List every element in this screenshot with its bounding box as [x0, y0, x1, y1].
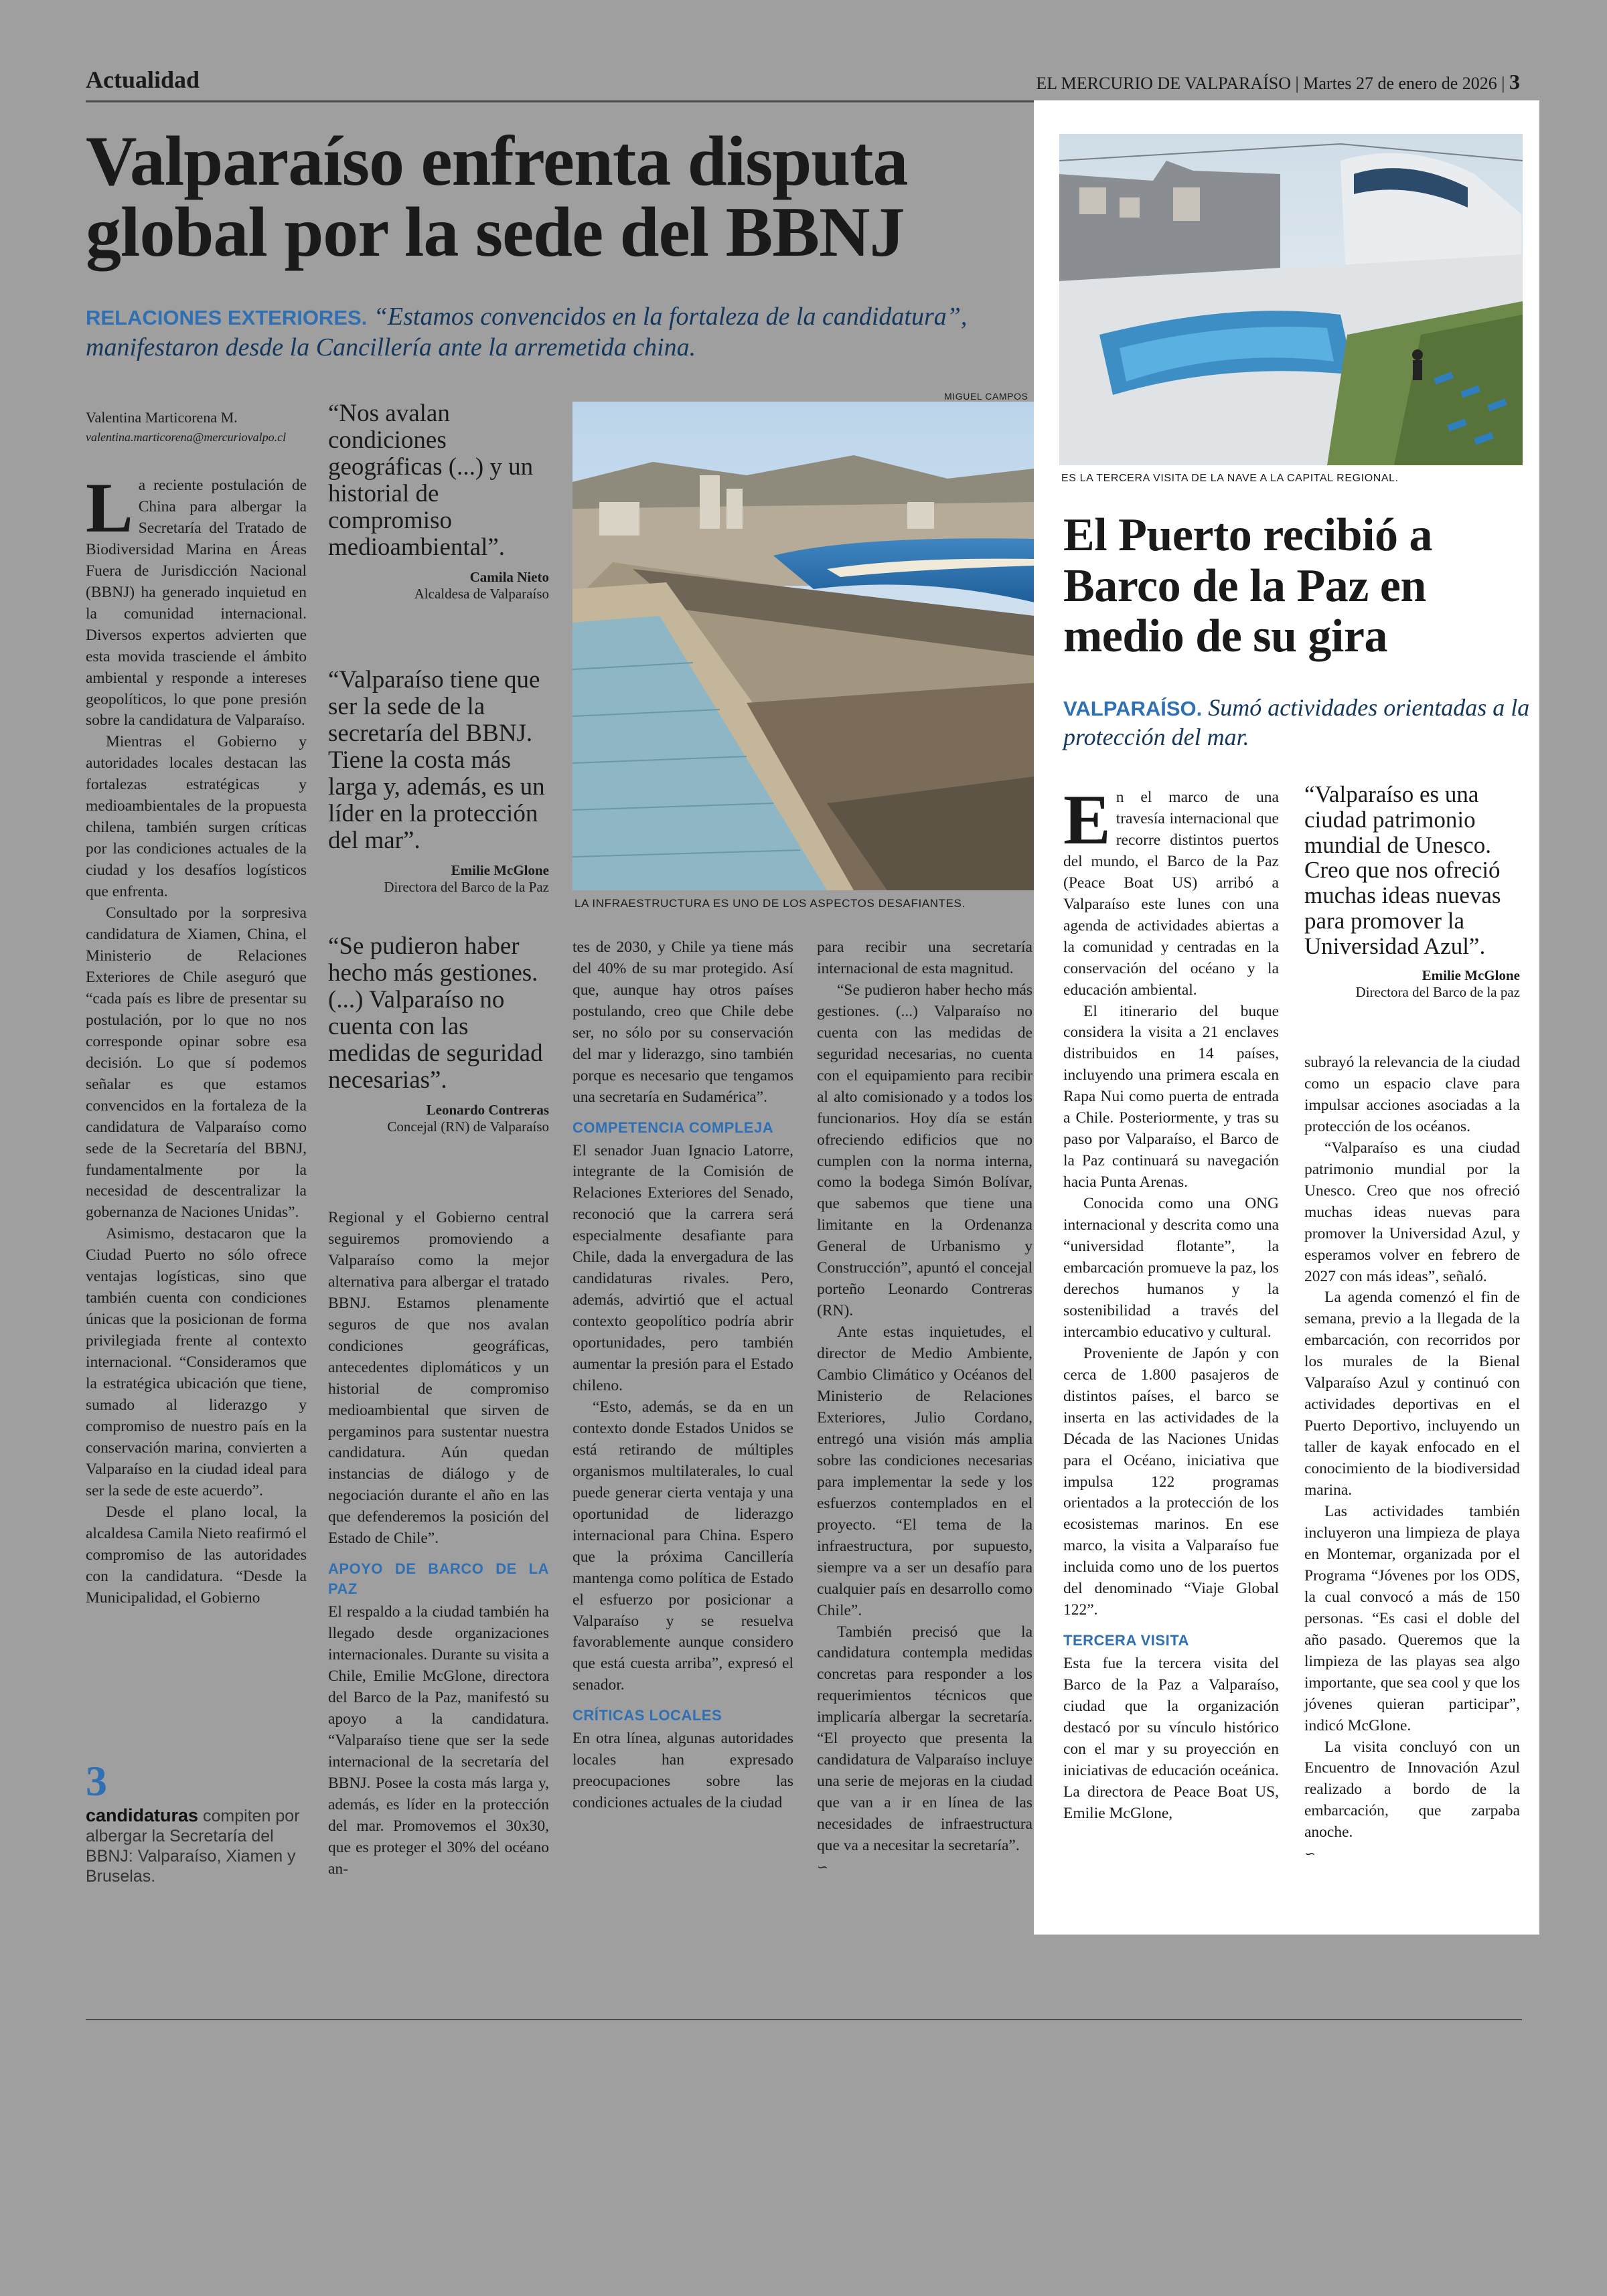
paragraph: El itinerario del buque considera la visita a 21 enclaves distribuidos en 14 países, incluyendo una primera escala en Rapa Nui como puerta de entrada a Chile. Posteriormente, y tras su paso por Valparaíso, el Barco de la Paz continuará su navegación hacia Punta Arenas.: [1063, 1002, 1279, 1192]
paragraph: “Valparaíso es una ciudad patrimonio mundial por la Unesco. Creo que nos ofreció muchas ideas nuevas para promover la Universidad Azul, y esperamos volver en febrero de 2027 con más ideas”, señaló.: [1304, 1139, 1520, 1285]
paragraph: Proveniente de Japón y con cerca de 1.800 pasajeros de distintos países, el barco se inserta en las actividades de la Década de las Naciones Unidas para el Océano, iniciativa que impulsa 122 programas orientados a la protección de los ecosistemas marinos. En ese marco, la visita a Valparaíso fue incluida como uno de los puertos del denominado “Viaje Global 122”.: [1063, 1344, 1279, 1619]
quote-name: Emilie McGlone: [1422, 967, 1520, 983]
main-deck: [86, 301, 1037, 363]
page-number: 3: [1509, 70, 1520, 94]
main-deck-text: “Estamos convencidos en la fortaleza de la candidatura”, manifestaron desde la Cancillería ante la arremetida china.: [86, 303, 968, 362]
paragraph: “Se pudieron haber hecho más gestiones. (...) Valparaíso no cuenta con las medidas de seguridad necesarias, no cuenta con el equipamiento para recibir al alto comisionado y a todos los funcionarios. Hoy día se están ofreciendo edificios que no cumplen con la norma interna, como la bodega Simón Bolívar, que sabemos que tiene una limitante en la Ordenanza General de Urbanismo y Construcción”, apuntó el concejal porteño Leonardo Contreras (RN).: [817, 981, 1032, 1320]
paragraph: subrayó la relevancia de la ciudad como un espacio clave para impulsar acciones asociadas a la protección de los océanos.: [1304, 1054, 1520, 1135]
sidebar-headline: El Puerto recibió a Barco de la Paz en medio de su gira: [1063, 509, 1433, 663]
fact-bold: candidaturas: [86, 1805, 199, 1825]
quote-text: “Valparaíso tiene que ser la sede de la secretaría del BBNJ. Tiene la costa más larga y, además, es un líder en la protección del mar”.: [328, 666, 545, 854]
sidebar-column-2: [1304, 1052, 1520, 1865]
main-column-2: [328, 1208, 549, 1880]
sidebar-deck: [1063, 693, 1532, 752]
quote-text: “Valparaíso es una ciudad patrimonio mundial de Unesco. Creo que nos ofreció muchas ideas nuevas para promover la Universidad Azul”.: [1304, 781, 1501, 959]
sidebar-subhead: TERCERA VISITA: [1063, 1632, 1189, 1649]
sidebar-column-1: [1063, 781, 1279, 1825]
headline-line-1: Valparaíso enfrenta disputa: [86, 122, 908, 200]
paragraph: Las actividades también incluyeron una limpieza de playa en Montemar, organizada por el Programa “Jóvenes por los ODS, la cual convocó a más de 150 personas. “Es casi el doble del año pasado. Queremos que la limpieza de las playas sea algo importante, que sea cool y que los jóvenes quieran participar”, indicó McGlone.: [1304, 1503, 1520, 1734]
photo-credit: MIGUEL CAMPOS: [944, 391, 1028, 402]
footer-rule: [86, 2019, 1522, 2020]
fact-body: compiten por albergar la Secretaría del BBNJ: Valparaíso, Xiamen y Bruselas.: [86, 1807, 300, 1886]
author-name: Valentina Marticorena M.: [86, 409, 238, 426]
paragraph: La agenda comenzó el fin de semana, previo a la llegada de la embarcación, con recorridos por los murales de la Bienal Valparaíso Azul y continuó con actividades deportivas en el Puerto Deportivo, incluyendo un taller de kayak enfocado en el conocimiento de la biodiversidad marina.: [1304, 1289, 1520, 1499]
sidebar-dropcap: E: [1063, 781, 1111, 859]
subhead-criticas: CRÍTICAS LOCALES: [572, 1707, 722, 1724]
paragraph: Esta fue la tercera visita del Barco de la Paz a Valparaíso, ciudad que la organización destacó por su vínculo histórico con el mar y su proyección en iniciativas de educación oceánica. La directora de Peace Boat US, Emilie McGlone,: [1063, 1655, 1279, 1822]
main-kicker: RELACIONES EXTERIORES.: [86, 306, 368, 329]
main-photo-caption: LA INFRAESTRUCTURA ES UNO DE LOS ASPECTOS DESAFIANTES.: [575, 897, 966, 910]
sidebar-photo: [1059, 134, 1523, 465]
publication-name: EL MERCURIO DE VALPARAÍSO: [1036, 74, 1292, 93]
sidebar-deck-text: Sumó actividades orientadas a la protección del mar.: [1063, 694, 1530, 750]
pull-quote-3: [328, 933, 549, 1135]
paragraph: Asimismo, destacaron que la Ciudad Puerto no sólo ofrece ventajas logísticas, sino que también cuenta con condiciones únicas que la posicionan de forma privilegiada frente al contexto internacional. “Consideramos que la estratégica ubicación que tiene, sumado al liderazgo y compromiso de nuestro país en la conservación marina, convierten a Valparaíso en la ciudad ideal para ser la sede de este acuerdo”.: [86, 1225, 307, 1499]
ship-deck-illustration: [1059, 134, 1523, 465]
quote-role: Concejal (RN) de Valparaíso: [387, 1118, 549, 1135]
main-column-1: [86, 469, 307, 1609]
fact-text: [86, 1805, 307, 1886]
author-email: valentina.marticorena@mercuriovalpo.cl: [86, 430, 287, 444]
subhead-apoyo: APOYO DE BARCO DE LA PAZ: [328, 1560, 549, 1598]
end-mark-icon: ∽: [817, 1858, 828, 1875]
paragraph: “Esto, además, se da en un contexto donde Estados Unidos se está retirando de múltiples organismos multilaterales, lo cual puede generar cierta ventaja y una oportunidad de liderazgo internacional para China. Espero que la próxima Cancillería mantenga como política de Estado el esfuerzo por posicionar a Valparaíso y se resuelva favorablemente aunque considero que está cuesta arriba”, expresó el senador.: [572, 1398, 793, 1694]
paragraph: Ante estas inquietudes, el director de Medio Ambiente, Cambio Climático y Océanos del Ministerio de Relaciones Exteriores, Julio Cordano, entregó una visión más amplia sobre las condiciones necesarias para implementar la sede y los esfuerzos contemplados en el proyecto. “El tema de la infraestructura, por supuesto, siempre va a ser un desafío para cualquier país en desarrollo como Chile”.: [817, 1323, 1032, 1619]
main-photo: [572, 402, 1035, 890]
paragraph: n el marco de una travesía internacional que recorre distintos puertos del mundo, el Barco de la Paz (Peace Boat US) arribó a Valparaíso este lunes con una agenda de actividades abiertas a la comunidad y centradas en la conservación del océano y la educación ambiental.: [1063, 789, 1279, 999]
paragraph: Mientras el Gobierno y autoridades locales destacan las fortalezas estratégicas y medioambientales de la propuesta chilena, también surgen críticas por las condiciones actuales de la ciudad y los desafíos logísticos que enfrenta.: [86, 733, 307, 901]
folio: EL MERCURIO DE VALPARAÍSO | Martes 27 de enero de 2026 | 3: [1036, 70, 1520, 94]
quote-text: “Nos avalan condiciones geográficas (...) y un historial de compromiso medioambiental”.: [328, 400, 534, 561]
quote-text: “Se pudieron haber hecho más gestiones. (...) Valparaíso no cuenta con las medidas de seguridad necesarias”.: [328, 932, 543, 1094]
issue-date: Martes 27 de enero de 2026: [1303, 74, 1497, 93]
paragraph: En otra línea, algunas autoridades locales han expresado preocupaciones sobre las condiciones actuales de la ciudad: [572, 1730, 793, 1812]
headline-line-2: global por la sede del BBNJ: [86, 193, 905, 271]
paragraph: El respaldo a la ciudad también ha llegado desde organizaciones internacionales. Durante su visita a Chile, Emilie McGlone, directora del Barco de la Paz, manifestó su apoyo a la candidatura. “Valparaíso tiene que ser la sede internacional de la secretaría del BBNJ. Posee la costa más larga y, además, es líder en la protección del mar. Promovemos el 30x30, que es proteger el 30% del océano an-: [328, 1603, 549, 1878]
subhead-competencia: COMPETENCIA COMPLEJA: [572, 1119, 774, 1136]
quote-role: Alcaldesa de Valparaíso: [414, 585, 549, 602]
paragraph: tes de 2030, y Chile ya tiene más del 40% de su mar protegido. Así que, aunque hay otros países postulando, creo que Chile debe ser, no sólo por su conservación del mar y liderazgo, sino también porque es necesario que tengamos una secretaría en Sudamérica”.: [572, 938, 793, 1106]
section-label: Actualidad: [86, 66, 200, 93]
paragraph: El senador Juan Ignacio Latorre, integrante de la Comisión de Relaciones Exteriores del Senado, reconoció que la carrera será especialmente desafiante para Chile, dada la envergadura de las candidaturas rivales. Pero, además, advirtió que el actual contexto geopolítico podría abrir oportunidades, pero también aumentar la presión para el Estado chileno.: [572, 1141, 793, 1395]
pull-quote-1: [328, 400, 549, 602]
fact-number: 3: [86, 1757, 107, 1805]
main-column-4: [817, 937, 1032, 1878]
sidebar-photo-caption: ES LA TERCERA VISITA DE LA NAVE A LA CAPITAL REGIONAL.: [1061, 473, 1399, 484]
quote-name: Emilie McGlone: [451, 862, 549, 878]
paragraph: La visita concluyó con un Encuentro de Innovación Azul realizado a bordo de la embarcación, que zarpaba anoche.: [1304, 1738, 1520, 1841]
harbor-illustration: [572, 402, 1035, 890]
dropcap: L: [86, 469, 133, 547]
paragraph: También precisó que la candidatura contempla medidas concretas para responder a los requerimientos técnicos que implicaría albergar la secretaría. “El proyecto que presenta la candidatura de Valparaíso incluye una serie de mejoras en la ciudad que van a ir en línea de las necesidades de infraestructura que va a necesitar la secretaría”.: [817, 1623, 1032, 1855]
pull-quote-2: [328, 667, 549, 896]
main-headline: [86, 122, 1010, 271]
paragraph: a reciente postulación de China para albergar la Secretaría del Tratado de Biodiversidad Marina en Áreas Fuera de Jurisdicción Nacional (BBNJ) ha generado inquietud en la comunidad internacional. Diversos expertos advierten que esta movida trasciende el ámbito ambiental y responde a intereses geopolíticos, lo que pone presión sobre la candidatura de Valparaíso.: [86, 477, 307, 730]
main-column-3: [572, 937, 793, 1814]
paragraph: Conocida como una ONG internacional y descrita como una “universidad flotante”, la embarcación promueve la paz, los derechos humanos y la sostenibilidad a través del intercambio educativo y cultural.: [1063, 1195, 1279, 1341]
sidebar-pull-quote: [1304, 782, 1520, 1001]
paragraph: Desde el plano local, la alcaldesa Camila Nieto reafirmó el compromiso de las autoridades con la candidatura. “Desde la Municipalidad, el Gobierno: [86, 1503, 307, 1607]
quote-name: Leonardo Contreras: [426, 1101, 549, 1118]
paragraph: Consultado por la sorpresiva candidatura de Xiamen, China, el Ministerio de Relaciones Exteriores de Chile aseguró que “cada país es libre de presentar su postulación, por lo que no nos corresponde opinar sobre esa decisión. Lo que sí podemos señalar es que estamos convencidos en la fortaleza de la candidatura de Valparaíso como sede de la Secretaría del BBNJ, fundamentalmente por la necesidad de descentralizar la gobernanza de Naciones Unidas”.: [86, 904, 307, 1222]
quote-role: Directora del Barco de la paz: [1355, 983, 1520, 1000]
quote-name: Camila Nieto: [469, 568, 549, 585]
byline: [86, 407, 313, 446]
quote-role: Directora del Barco de la Paz: [384, 878, 549, 895]
paragraph: para recibir una secretaría internacional de esta magnitud.: [817, 938, 1032, 977]
sidebar-kicker: VALPARAÍSO.: [1063, 697, 1203, 720]
paragraph: Regional y el Gobierno central seguiremos promoviendo a Valparaíso como la mejor alternativa para albergar el tratado BBNJ. Estamos plenamente seguros de que nos avalan condiciones geográficas, antecedentes diplomáticos y un historial de compromiso medioambiental que sirven de pergaminos para sustentar nuestra candidatura. Aún quedan instancias de diálogo y de negociación durante el año en las que defenderemos la posición del Estado de Chile”.: [328, 1209, 549, 1548]
end-mark-icon: ∽: [1304, 1846, 1316, 1862]
